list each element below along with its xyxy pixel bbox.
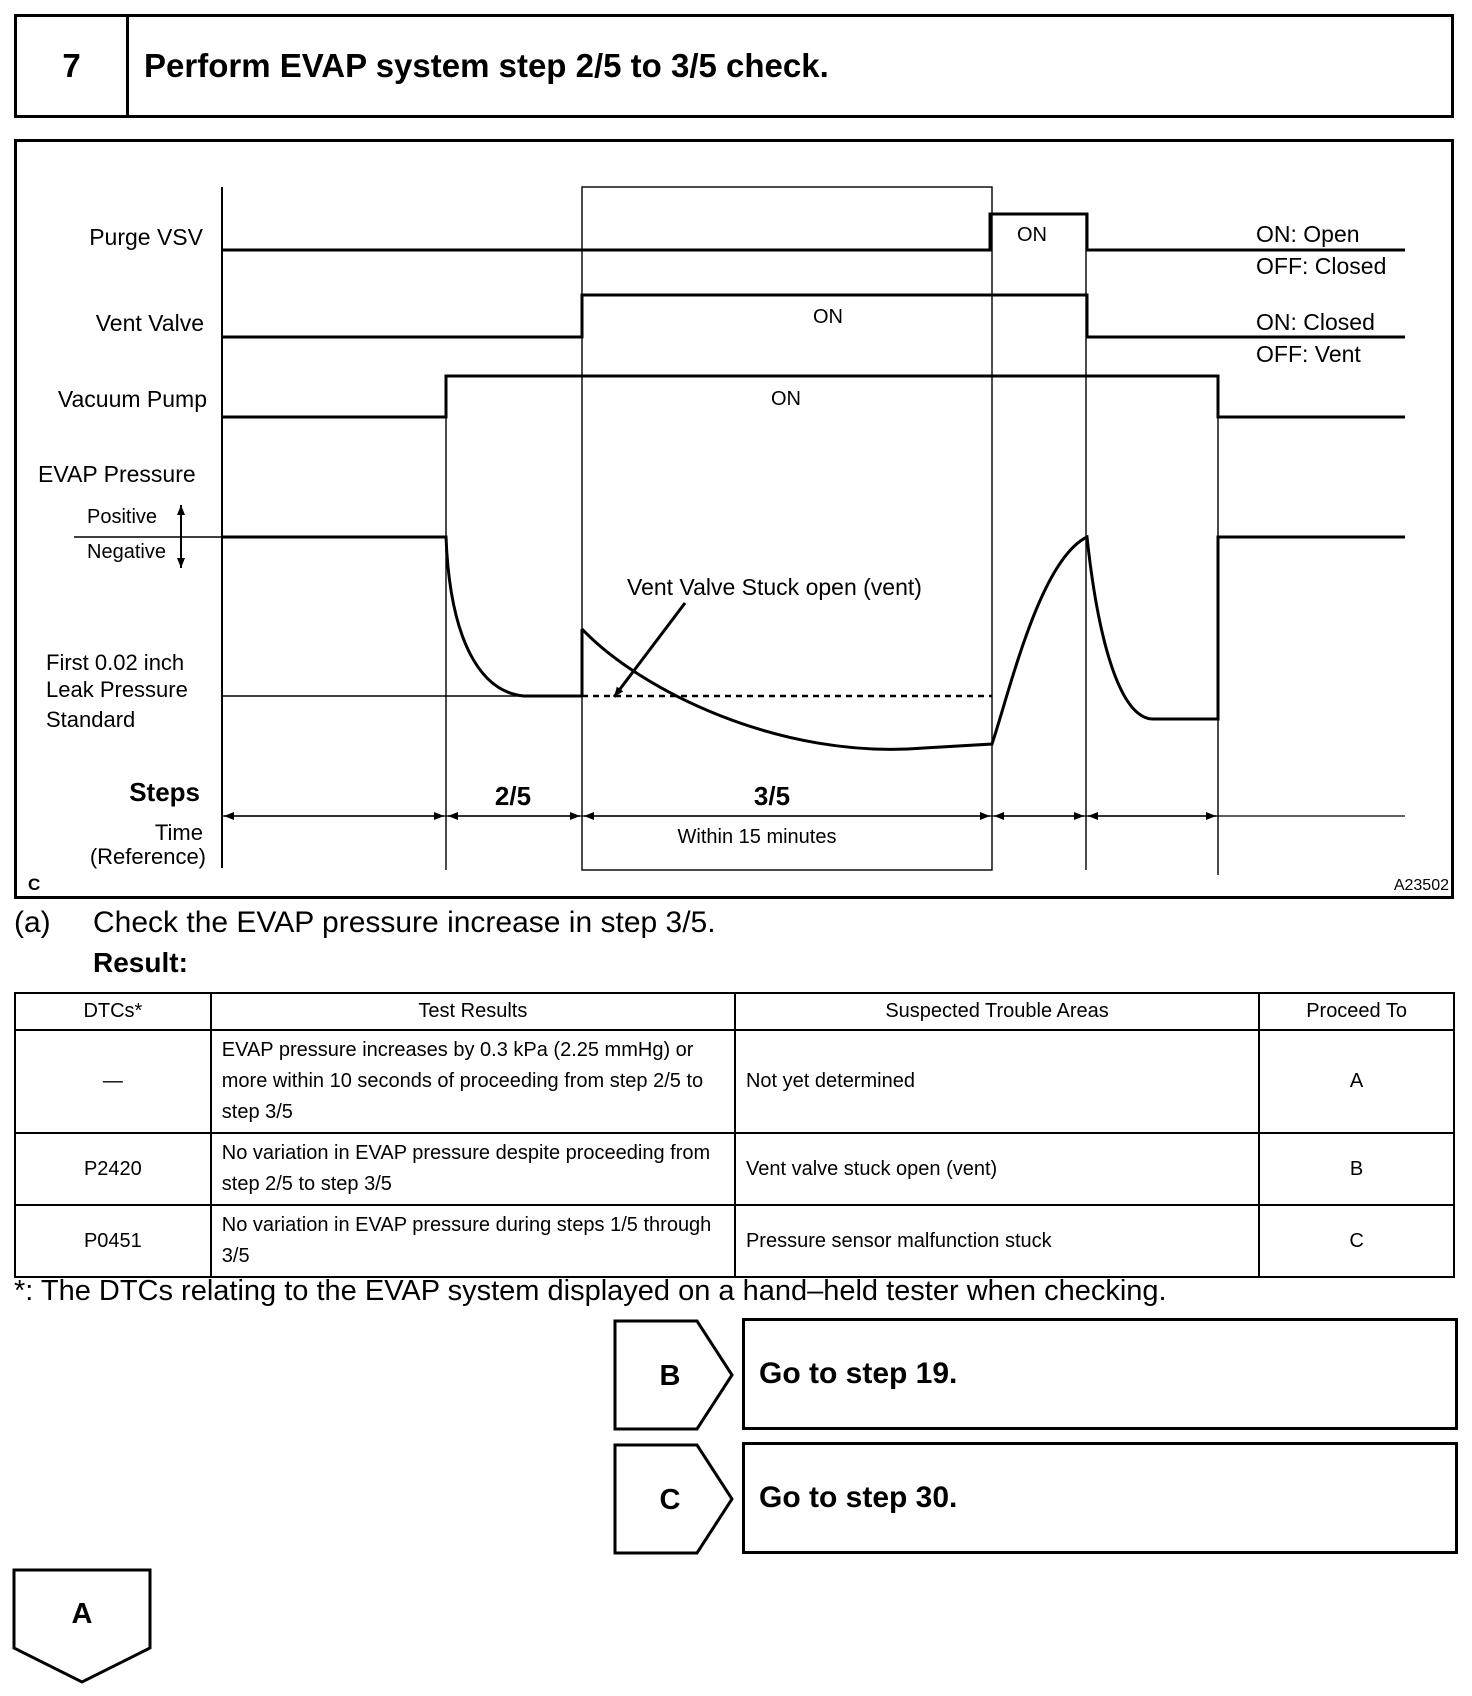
instruction-text: Check the EVAP pressure increase in step 3/5.: [93, 906, 716, 939]
stuck-open-annotation: Vent Valve Stuck open (vent): [627, 574, 922, 600]
vacuum-pump-label: Vacuum Pump: [57, 386, 207, 412]
evap-pressure-curve: [222, 537, 1405, 749]
branch-b-arrow: [612, 1318, 738, 1432]
leak-std-label-3: Standard: [46, 707, 136, 732]
timing-diagram: [14, 139, 1454, 899]
table-row: [15, 1205, 1454, 1277]
annotation-arrow: [614, 603, 685, 697]
header-test-results: Test Results: [211, 993, 735, 1030]
cell-result: No variation in EVAP pressure during steps 1/5 through 3/5: [211, 1205, 735, 1277]
branch-b-letter: B: [659, 1360, 681, 1392]
continue-a-arrow: [12, 1568, 154, 1686]
leak-std-label-2: Leak Pressure: [46, 677, 188, 702]
goto-step-19: Go to step 19.: [742, 1318, 1458, 1430]
cell-dtc: —: [15, 1030, 211, 1133]
footnote: *: The DTCs relating to the EVAP system displayed on a hand–held tester when checking.: [14, 1275, 1167, 1307]
purge-vsv-signal: [222, 214, 1405, 250]
cell-proceed: A: [1259, 1030, 1454, 1133]
header-trouble-areas: Suspected Trouble Areas: [735, 993, 1259, 1030]
result-label: Result:: [93, 947, 188, 978]
positive-label: Positive: [87, 506, 158, 528]
header-dtcs: DTCs*: [15, 993, 211, 1030]
time-label: Time: [154, 820, 203, 845]
branch-c-arrow: [612, 1442, 738, 1556]
instruction-marker: (a): [14, 906, 51, 939]
cell-area: Not yet determined: [735, 1030, 1259, 1133]
table-header-row: [15, 993, 1454, 1030]
step-number: 7: [17, 17, 129, 115]
cell-result: No variation in EVAP pressure despite proceeding from step 2/5 to step 3/5: [211, 1133, 735, 1205]
cell-result: EVAP pressure increases by 0.3 kPa (2.25 mmHg) or more within 10 seconds of proceeding from step 2/5 to step 3/5: [211, 1030, 735, 1133]
cell-proceed: C: [1259, 1205, 1454, 1277]
cell-area: Pressure sensor malfunction stuck: [735, 1205, 1259, 1277]
goto-step-30: Go to step 30.: [742, 1442, 1458, 1554]
purge-on-label: ON: [1017, 224, 1047, 246]
result-table: [14, 992, 1455, 1278]
step-header: [14, 14, 1454, 118]
step-guide-lines: [446, 187, 1218, 875]
cell-area: Vent valve stuck open (vent): [735, 1133, 1259, 1205]
continue-a-letter: A: [71, 1598, 93, 1630]
corner-letter: C: [28, 875, 41, 894]
purge-vsv-label: Purge VSV: [89, 224, 203, 250]
table-row: [15, 1030, 1454, 1133]
branch-c-letter: C: [659, 1484, 681, 1516]
cell-dtc: P0451: [15, 1205, 211, 1277]
table-row: [15, 1133, 1454, 1205]
purge-legend-on: ON: Open: [1256, 221, 1360, 247]
evap-pressure-label: EVAP Pressure: [38, 461, 196, 487]
vent-valve-label: Vent Valve: [95, 310, 204, 336]
vacuum-pump-signal: [222, 376, 1405, 417]
step-title: Perform EVAP system step 2/5 to 3/5 check.: [144, 47, 829, 84]
cell-proceed: B: [1259, 1133, 1454, 1205]
header-proceed-to: Proceed To: [1259, 993, 1454, 1030]
negative-label: Negative: [87, 541, 166, 563]
step-3-5-label: 3/5: [753, 781, 791, 811]
purge-legend-off: OFF: Closed: [1256, 253, 1387, 279]
vent-on-label: ON: [813, 306, 843, 328]
time-ref-label: (Reference): [89, 844, 206, 869]
step-2-5-label: 2/5: [494, 781, 532, 811]
leak-std-label-1: First 0.02 inch: [46, 650, 185, 675]
figure-id: A23502: [1393, 877, 1449, 894]
time-note: Within 15 minutes: [677, 826, 837, 848]
vent-legend-on: ON: Closed: [1256, 309, 1375, 335]
pump-on-label: ON: [771, 388, 801, 410]
steps-label: Steps: [129, 777, 200, 807]
vent-legend-off: OFF: Vent: [1256, 341, 1361, 367]
cell-dtc: P2420: [15, 1133, 211, 1205]
